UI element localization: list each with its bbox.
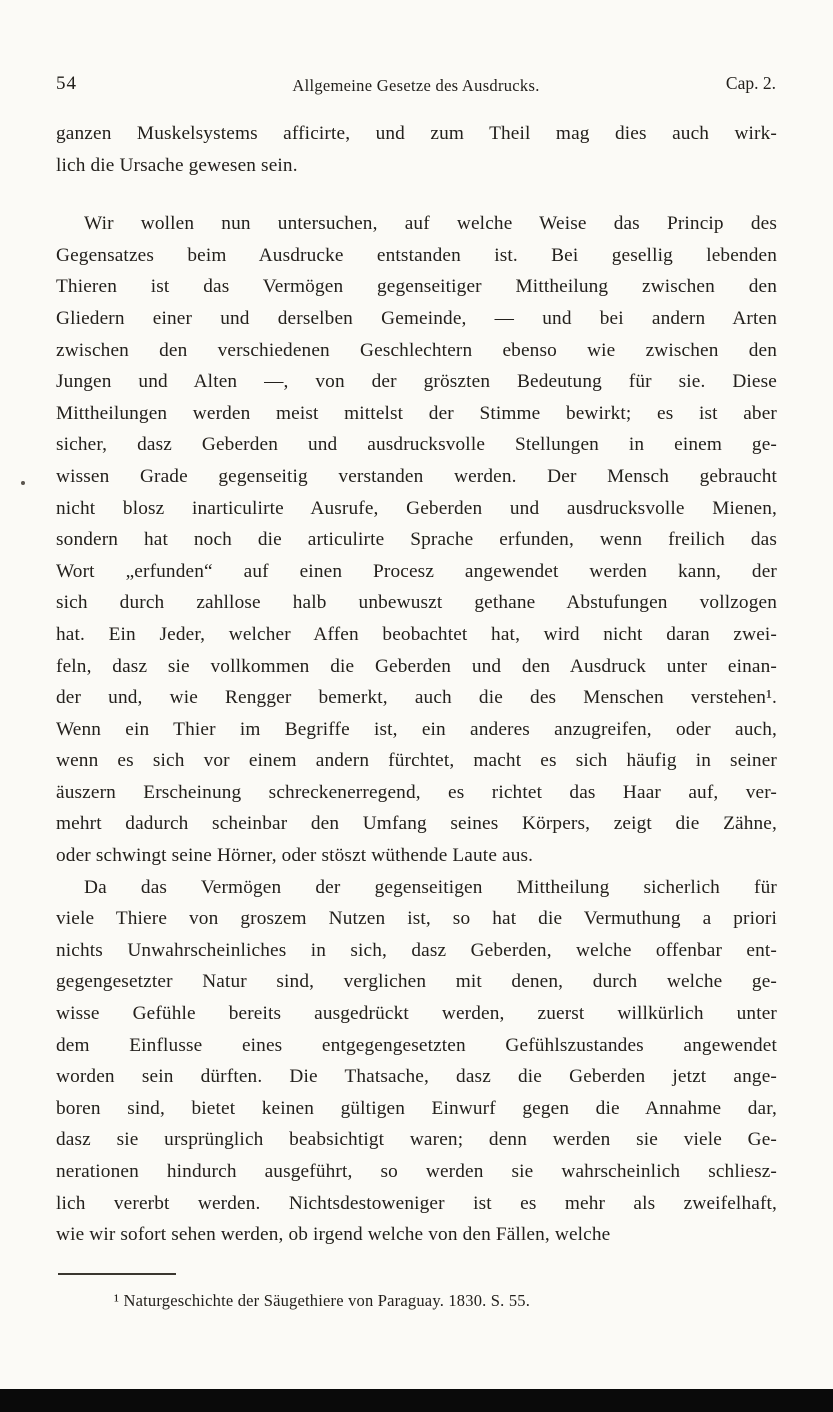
- text-line: Wort „erfunden“ auf einen Procesz angewendet werden kann, der: [56, 560, 777, 582]
- text-line: Thieren ist das Vermögen gegenseitiger Mittheilung zwischen den: [56, 276, 777, 298]
- text-line: Gegensatzes beim Ausdrucke entstanden ist. Bei gesellig lebenden: [56, 244, 777, 266]
- text-line: Da das Vermögen der gegenseitigen Mittheilung sicherlich für: [84, 876, 777, 898]
- text-line: gegengesetzter Natur sind, verglichen mit denen, durch welche ge-: [56, 971, 777, 993]
- text-line: dasz sie ursprünglich beabsichtigt waren; denn werden sie viele Ge-: [56, 1129, 777, 1151]
- text-line: wie wir sofort sehen werden, ob irgend welche von den Fällen, welche: [56, 1224, 611, 1246]
- text-line: wenn es sich vor einem andern fürchtet, macht es sich häufig in seiner: [56, 750, 777, 772]
- text-line: lich vererbt werden. Nichtsdestoweniger ist es mehr als zweifelhaft,: [56, 1192, 777, 1214]
- text-line: Wenn ein Thier im Begriffe ist, ein anderes anzugreifen, oder auch,: [56, 718, 777, 740]
- text-line: äuszern Erscheinung schreckenerregend, es richtet das Haar auf, ver-: [56, 781, 777, 803]
- text-line: zwischen den verschiedenen Geschlechtern ebenso wie zwischen den: [56, 339, 777, 361]
- text-line: viele Thiere von groszem Nutzen ist, so hat die Vermuthung a priori: [56, 908, 777, 930]
- text-line: boren sind, bietet keinen gültigen Einwurf gegen die Annahme dar,: [56, 1097, 777, 1119]
- text-line: Gliedern einer und derselben Gemeinde, — und bei andern Arten: [56, 307, 777, 329]
- text-line: dem Einflusse eines entgegengesetzten Gefühlszustandes angewendet: [56, 1034, 777, 1056]
- text-line: mehrt dadurch scheinbar den Umfang seines Körpers, zeigt die Zähne,: [56, 813, 777, 835]
- text-line: worden sein dürften. Die Thatsache, dasz die Geberden jetzt ange-: [56, 1066, 777, 1088]
- text-line: wisse Gefühle bereits ausgedrückt werden, zuerst willkürlich unter: [56, 1003, 777, 1025]
- text-line: wissen Grade gegenseitig verstanden werden. Der Mensch gebraucht: [56, 465, 777, 487]
- text-line: Jungen und Alten —, von der gröszten Bedeutung für sie. Diese: [56, 371, 777, 393]
- text-line: sondern hat noch die articulirte Sprache erfunden, wenn freilich das: [56, 529, 777, 551]
- text-line: hat. Ein Jeder, welcher Affen beobachtet hat, wird nicht daran zwei-: [56, 623, 777, 645]
- footnote-text: ¹ Naturgeschichte der Säugethiere von Paraguay. 1830. S. 55.: [114, 1291, 531, 1310]
- text-line: der und, wie Rengger bemerkt, auch die des Menschen verstehen¹.: [56, 687, 777, 709]
- footnote-rule: [58, 1273, 176, 1275]
- paragraph: [56, 872, 777, 1251]
- text-line: sich durch zahllose halb unbewuszt gethane Abstufungen vollzogen: [56, 592, 777, 614]
- text-line: feln, dasz sie vollkommen die Geberden und den Ausdruck unter einan-: [56, 655, 777, 677]
- page-number: 54: [56, 73, 77, 94]
- paragraph: [56, 118, 777, 181]
- chapter-label: Cap. 2.: [725, 73, 776, 93]
- text-line: ganzen Muskelsystems afficirte, und zum Theil mag dies auch wirk-: [56, 123, 777, 144]
- scan-speck: [21, 481, 25, 485]
- text-line: lich die Ursache gewesen sein.: [56, 154, 298, 176]
- text-line: nicht blosz inarticulirte Ausrufe, Geberden und ausdrucksvolle Mienen,: [56, 497, 777, 519]
- footnote: [56, 1290, 776, 1312]
- page-header: [56, 73, 776, 100]
- text-block: [56, 118, 777, 1251]
- running-title: Allgemeine Gesetze des Ausdrucks.: [292, 76, 540, 95]
- scan-edge-bar: [0, 1389, 833, 1412]
- text-line: nerationen hindurch ausgeführt, so werden sie wahrscheinlich schliesz-: [56, 1161, 777, 1182]
- text-line: oder schwingt seine Hörner, oder stöszt wüthende Laute aus.: [56, 845, 534, 867]
- paragraph: [56, 208, 777, 871]
- text-line: Mittheilungen werden meist mittelst der Stimme bewirkt; es ist aber: [56, 402, 777, 424]
- text-line: Wir wollen nun untersuchen, auf welche Weise das Princip des: [84, 213, 777, 235]
- text-line: nichts Unwahrscheinliches in sich, dasz Geberden, welche offenbar ent-: [56, 939, 777, 961]
- text-line: sicher, dasz Geberden und ausdrucksvolle Stellungen in einem ge-: [56, 434, 777, 456]
